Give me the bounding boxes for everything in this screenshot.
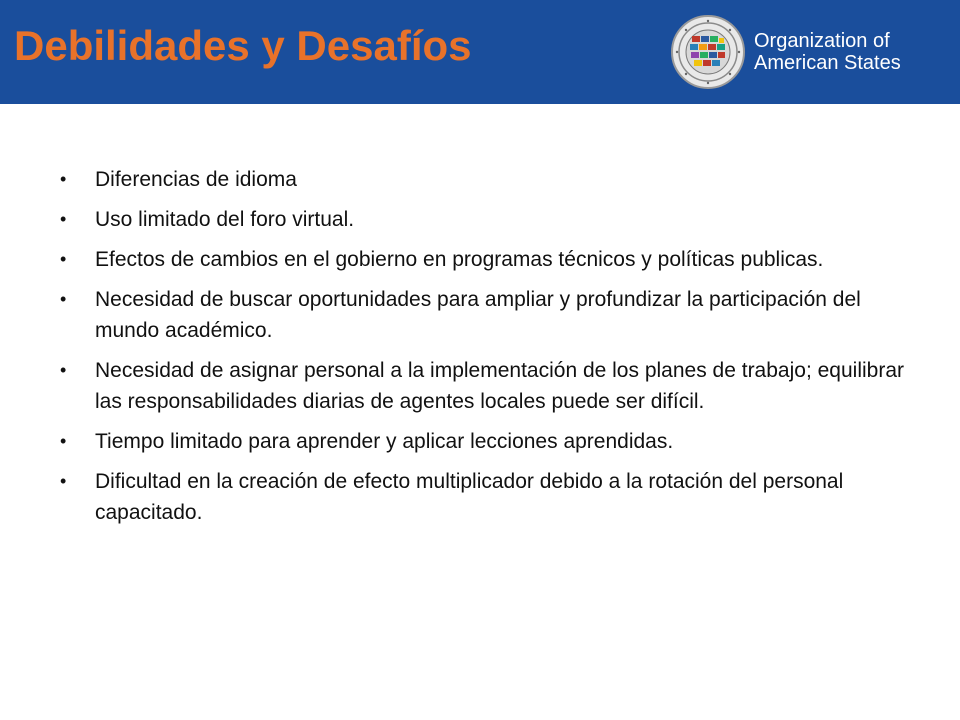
bullet-item <box>57 204 917 235</box>
bullet-list <box>57 164 917 537</box>
bullet-item <box>57 284 917 346</box>
oas-seal-icon <box>670 14 746 90</box>
bullet-item <box>57 466 917 528</box>
bullet-text: Necesidad de asignar personal a la implementación de los planes de trabajo; equilibrar las responsabilidades diarias de agentes locales puede ser difícil. <box>95 359 904 413</box>
bullet-icon: • <box>60 360 67 380</box>
bullet-icon: • <box>60 471 67 491</box>
bullet-item <box>57 244 917 275</box>
oas-logo <box>670 14 910 90</box>
organization-name <box>754 30 901 74</box>
bullet-text: Tiempo limitado para aprender y aplicar lecciones aprendidas. <box>95 430 674 453</box>
bullet-text: Uso limitado del foro virtual. <box>95 208 355 231</box>
organization-name-line-1: Organization of <box>754 30 890 52</box>
bullet-text: Dificultad en la creación de efecto multiplicador debido a la rotación del personal capacitado. <box>95 470 844 524</box>
bullet-icon: • <box>60 209 67 229</box>
organization-name-line-2: American States <box>754 52 901 74</box>
header-bar <box>0 0 960 104</box>
bullet-item <box>57 426 917 457</box>
bullet-text: Necesidad de buscar oportunidades para ampliar y profundizar la participación del mundo académico. <box>95 288 861 342</box>
bullet-item <box>57 164 917 195</box>
bullet-item <box>57 355 917 417</box>
bullet-icon: • <box>60 169 67 189</box>
slide-title: Debilidades y Desafíos <box>14 22 472 69</box>
bullet-icon: • <box>60 431 67 451</box>
bullet-icon: • <box>60 289 67 309</box>
bullet-text: Diferencias de idioma <box>95 168 297 191</box>
bullet-text: Efectos de cambios en el gobierno en programas técnicos y políticas publicas. <box>95 248 824 271</box>
bullet-icon: • <box>60 249 67 269</box>
